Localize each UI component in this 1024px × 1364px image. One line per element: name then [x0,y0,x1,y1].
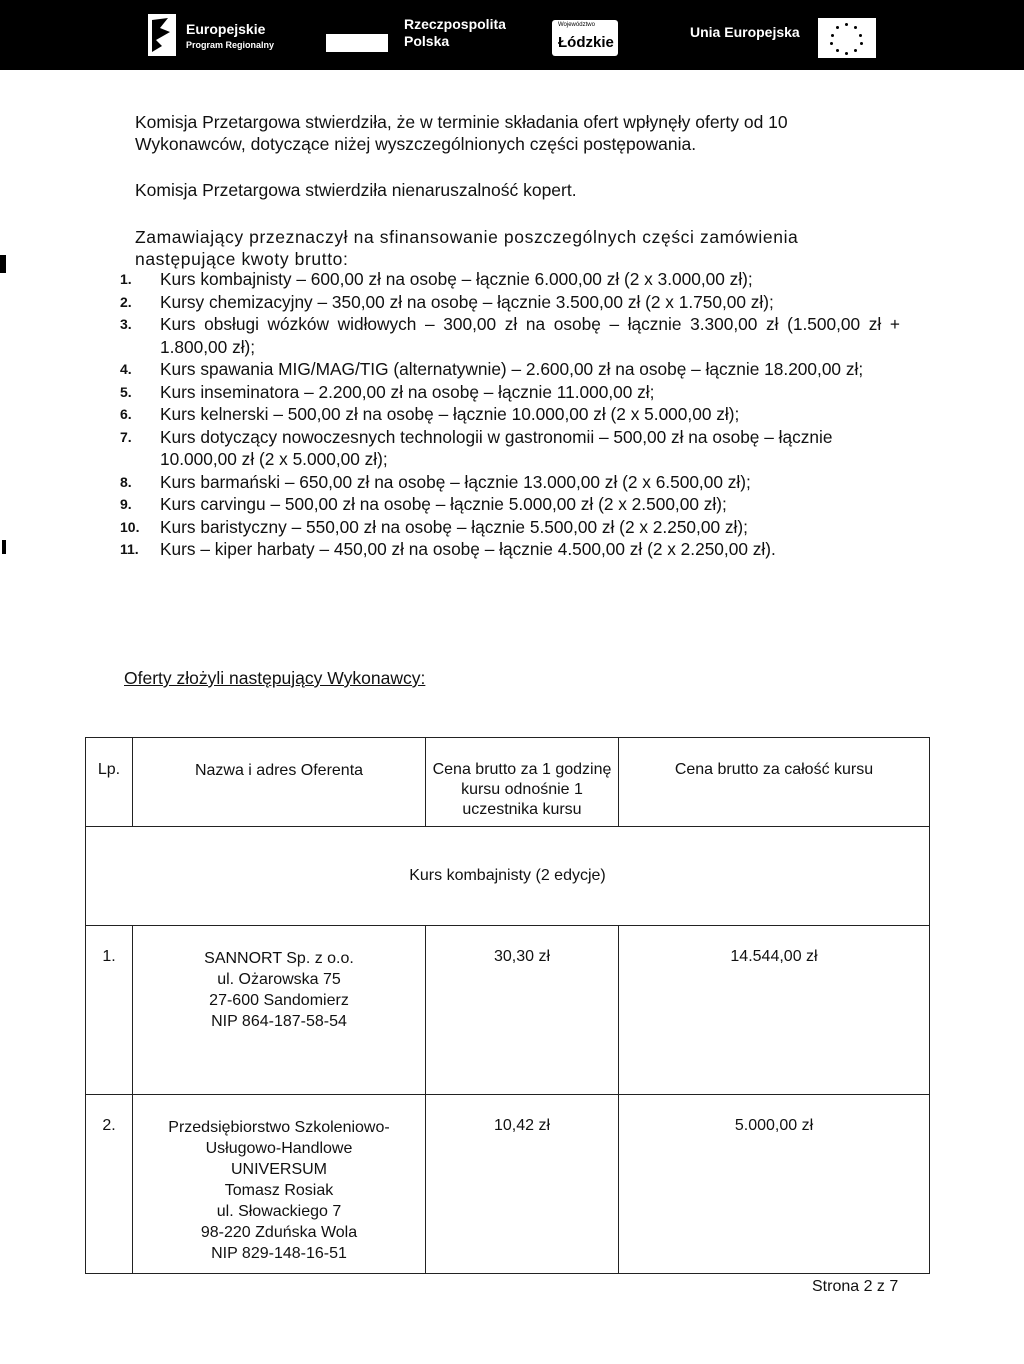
list-item: 6. Kurs kelnerski – 500,00 zł na osobę – łącznie 10.000,00 zł (2 x 5.000,00 zł); [120,404,740,424]
column-header-price-hour: Cena brutto za 1 godzinę kursu odnośnie 1 uczestnika kursu [426,738,619,827]
paragraph-envelopes-intact: Komisja Przetargowa stwierdziła nienaruszalność kopert. [135,180,577,200]
rp-line1: Rzeczpospolita [404,16,506,32]
list-item: 2. Kursy chemizacyjny – 350,00 zł na osobę – łącznie 3.500,00 zł (2 x 1.750,00 zł); [120,291,774,312]
lodz-logo-small: Województwo [558,22,595,28]
column-header-name: Nazwa i adres Oferenta [133,738,426,827]
eu-flag-icon [818,18,876,58]
table-row [86,1095,930,1274]
rp-flag-bar [326,34,388,52]
list-item: 5. Kurs inseminatora – 2.200,00 zł na osobę – łącznie 11.000,00 zł; [120,381,655,402]
table-header-row [86,738,930,827]
eu-label: Unia Europejska [690,24,800,40]
eu-funds-logo-text [186,22,274,52]
row-lp: 2. [86,1095,133,1274]
scan-margin-mark [0,255,6,273]
offers-heading: Oferty złożyli następujący Wykonawcy: [124,668,426,688]
lodz-logo-big: Łódzkie [558,34,614,51]
row-lp: 1. [86,926,133,1095]
list-item: 10. Kurs baristyczny – 550,00 zł na osobę – łącznie 5.500,00 zł (2 x 2.250,00 zł); [120,516,748,537]
lodz-logo [552,20,618,56]
row-price-total: 5.000,00 zł [619,1095,930,1274]
eu-funds-line2: Program Regionalny [186,40,275,50]
page-number: Strona 2 z 7 [812,1278,899,1295]
row-offeror: Przedsiębiorstwo Szkoleniowo- Usługowo-Handlowe UNIVERSUM Tomasz Rosiak ul. Słowackiego 7 98-220 Zduńska Wola NIP 829-148-16-51 [133,1095,426,1274]
column-header-price-total: Cena brutto za całość kursu [619,738,930,827]
offers-table [85,737,930,1274]
row-price-hour: 30,30 zł [426,926,619,1095]
list-item: 7. Kurs dotyczący nowoczesnych technologii w gastronomii – 500,00 zł na osobę – łącznie 10.000,00 zł (2 x 5.000,00 zł); [120,426,833,469]
table-row [86,926,930,1095]
column-header-lp: Lp. [86,738,133,827]
paragraph-budget-intro: Zamawiający przeznaczył na sfinansowanie poszczególnych części zamówienia następujące kwoty brutto: [135,227,799,269]
rp-logo-text [404,16,506,50]
list-item: 8. Kurs barmański – 650,00 zł na osobę – łącznie 13.000,00 zł (2 x 6.500,00 zł); [120,471,751,492]
row-price-hour: 10,42 zł [426,1095,619,1274]
table-section-row [86,827,930,926]
list-item: 9. Kurs carvingu – 500,00 zł na osobę – łącznie 5.000,00 zł (2 x 2.500,00 zł); [120,494,727,514]
regional-program-flag-icon [148,14,176,56]
list-item: 4. Kurs spawania MIG/MAG/TIG (alternatywnie) – 2.600,00 zł na osobę – łącznie 18.200,00 zł; [120,359,864,379]
eu-funds-line1: Europejskie [186,21,266,37]
header-logo-band [0,0,1024,70]
section-label: Kurs kombajnisty (2 edycje) [86,827,930,926]
list-item: 3. Kurs obsługi wózków widłowych – 300,00 zł na osobę – łącznie 3.300,00 zł (1.500,00 zł + 1.800,00 zł); [120,314,900,357]
row-price-total: 14.544,00 zł [619,926,930,1095]
list-item: 1. Kurs kombajnisty – 600,00 zł na osobę – łącznie 6.000,00 zł (2 x 3.000,00 zł); [120,269,753,289]
rp-line2: Polska [404,33,450,49]
row-offeror: SANNORT Sp. z o.o. ul. Ożarowska 75 27-600 Sandomierz NIP 864-187-58-54 [133,926,426,1095]
scan-margin-mark [2,540,6,554]
course-budget-list [120,268,900,561]
list-item: 11. Kurs – kiper harbaty – 450,00 zł na osobę – łącznie 4.500,00 zł (2 x 2.250,00 zł). [120,539,776,559]
paragraph-offers-received: Komisja Przetargowa stwierdziła, że w terminie składania ofert wpłynęły oferty od 10 Wykonawców, dotyczące niżej wyszczególnionych części postępowania. [135,112,788,154]
